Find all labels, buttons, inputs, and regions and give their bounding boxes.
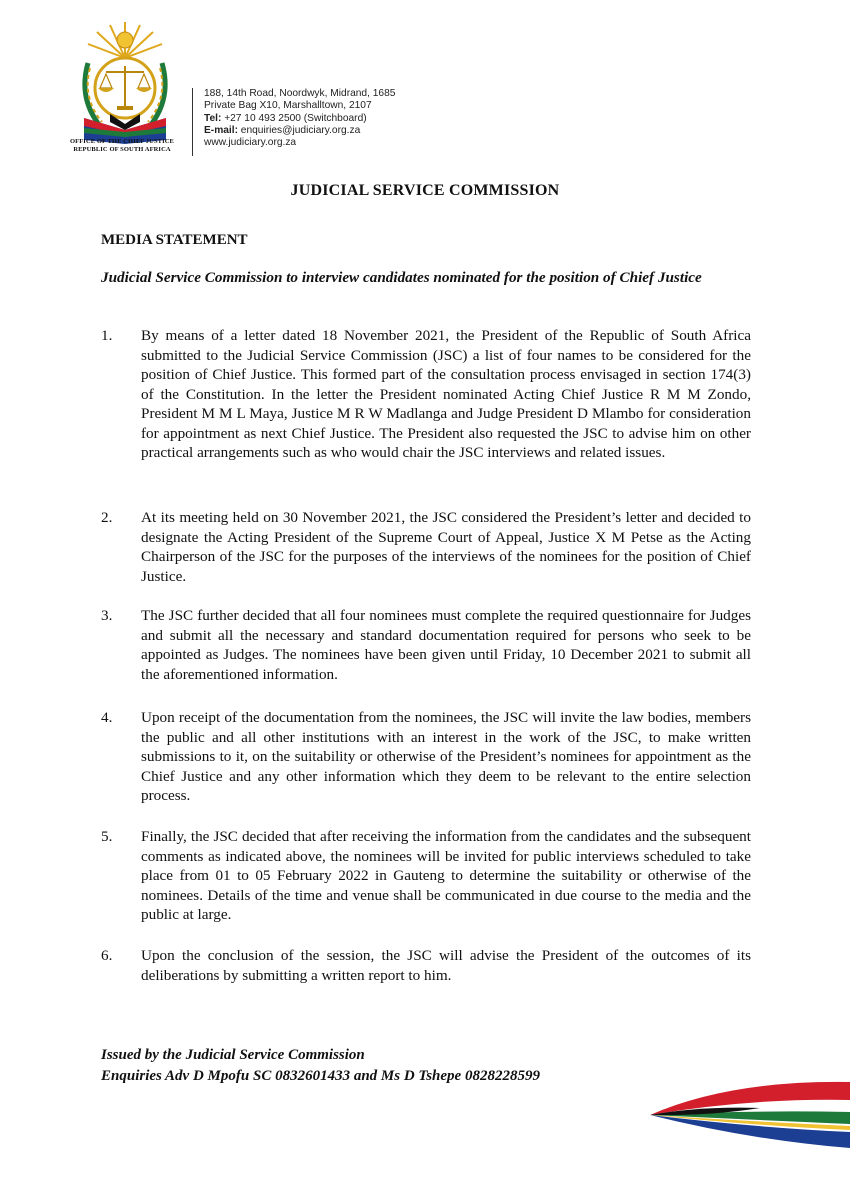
paragraph-6 bbox=[101, 946, 751, 985]
paragraph-number: 3. bbox=[101, 607, 113, 624]
paragraph-number: 2. bbox=[101, 509, 113, 526]
page-title: JUDICIAL SERVICE COMMISSION bbox=[290, 182, 560, 199]
paragraph-text: At its meeting held on 30 November 2021, the JSC considered the President’s letter and decided to designate the Acting President of the Supreme Court of Appeal, Justice X M Petse as the Acting Chairperson of the JSC for the purposes of the interviews of the nominees for the position of Chief Justice. bbox=[141, 509, 751, 585]
crest-caption-line2: REPUBLIC OF SOUTH AFRICA bbox=[73, 146, 171, 153]
paragraph-3 bbox=[101, 606, 751, 684]
issued-by-line: Issued by the Judicial Service Commission bbox=[101, 1047, 365, 1063]
flag-swoosh-decoration bbox=[640, 1040, 850, 1150]
telephone-line bbox=[204, 113, 395, 125]
crest-caption-line1: OFFICE OF THE CHIEF JUSTICE bbox=[70, 138, 174, 145]
issued-by-block bbox=[101, 1045, 540, 1087]
paragraph-text: Upon receipt of the documentation from the nominees, the JSC will invite the law bodies, members the public and all other institutions with an interest in the work of the JSC, to make written submissions to it, on the suitability or otherwise of the President’s nominees for appointment as the Chief Justice and any other information which they deem to be relevant to the entire selection process. bbox=[141, 709, 751, 804]
email-value[interactable]: enquiries@judiciary.org.za bbox=[237, 124, 361, 136]
paragraph-text: By means of a letter dated 18 November 2021, the President of the Republic of South Africa submitted to the Judicial Service Commission (JSC) a list of four names to be considered for the position of Chief Justice. This formed part of the consultation process envisaged in section 174(3) of the Constitution. In the letter the President nominated Acting Chief Justice R M M Zondo, President M M L Maya, Justice M R W Madlanga and Judge President D Mlambo for consideration for appointment as next Chief Justice. The President also requested the JSC to advise him on other practical arrangements such as who would chair the JSC interviews and related issues. bbox=[141, 327, 751, 461]
paragraph-number: 1. bbox=[101, 327, 113, 344]
email-line bbox=[204, 125, 395, 137]
address-line1: 188, 14th Road, Noordwyk, Midrand, 1685 bbox=[204, 88, 396, 99]
paragraph-1 bbox=[101, 326, 751, 463]
paragraph-text: Finally, the JSC decided that after receiving the information from the candidates and the subsequent comments as indicated above, the nominees will be invited for public interviews scheduled to take place from 01 to 05 February 2022 in Gauteng to determine the suitability or otherwise of the nominees. Details of the time and venue shall be communicated in due course to the media and the public at large. bbox=[141, 828, 751, 923]
paragraph-number: 6. bbox=[101, 947, 113, 964]
letterhead-address bbox=[204, 88, 395, 149]
address-line2: Private Bag X10, Marshalltown, 2107 bbox=[204, 100, 372, 112]
tel-value: +27 10 493 2500 (Switchboard) bbox=[221, 112, 367, 124]
email-label: E-mail: bbox=[204, 124, 238, 136]
letterhead-divider bbox=[192, 88, 193, 156]
paragraph-5 bbox=[101, 827, 751, 925]
paragraph-number: 5. bbox=[101, 828, 113, 845]
tel-label: Tel: bbox=[204, 112, 222, 124]
enquiries-line: Enquiries Adv D Mpofu SC 0832601433 and Ms D Tshepe 0828228599 bbox=[101, 1068, 540, 1084]
paragraph-number: 4. bbox=[101, 709, 113, 726]
paragraph-4 bbox=[101, 708, 751, 806]
website-line[interactable]: www.judiciary.org.za bbox=[204, 137, 297, 149]
statement-subject: Judicial Service Commission to interview candidates nominated for the position of Chief Justice bbox=[101, 269, 702, 286]
coat-of-arms-logo bbox=[70, 18, 180, 148]
crest-caption bbox=[62, 138, 182, 154]
paragraph-text: The JSC further decided that all four nominees must complete the required questionnaire for Judges and submit all the necessary and standard documentation required for persons who seek to be appointed as Judges. The nominees have been given until Friday, 10 December 2021 to submit all the aforementioned information. bbox=[141, 607, 751, 683]
paragraph-text: Upon the conclusion of the session, the JSC will advise the President of the outcomes of its deliberations by submitting a written report to him. bbox=[141, 947, 751, 984]
media-statement-label: MEDIA STATEMENT bbox=[101, 232, 248, 248]
paragraph-2 bbox=[101, 508, 751, 586]
